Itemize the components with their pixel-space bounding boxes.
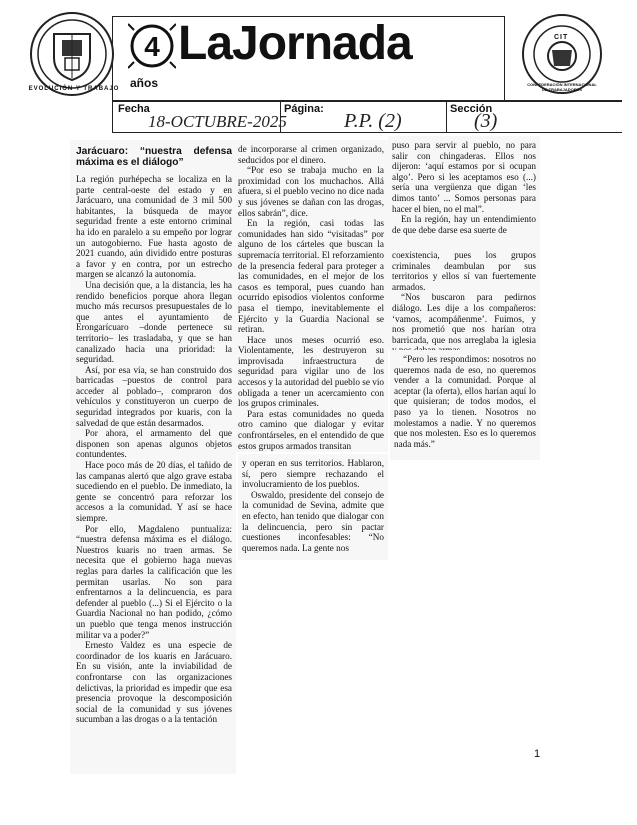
paragraph: “Por eso se trabaja mucho en la proximidad con los muchachos. Allá afuera, si el pueblo vecino no dice nada y sus jóvenes se dañan con las drogas, ellos sabrán”, dice. [238, 165, 384, 218]
anniversary-emblem-icon [128, 20, 176, 78]
header-right-rule [504, 16, 505, 100]
paragraph: y operan en sus territorios. Hablaron, sí, pero siempre rechazando el involucramiento de los pueblos. [242, 458, 384, 490]
clipping-header [0, 0, 637, 135]
paragraph: Oswaldo, presidente del consejo de la comunidad de Sevina, admite que en efecto, han tenido que dialogar con la delincuencia, pero sin pactar cuestiones inconfesables: “No queremos nada. La gente nos [242, 489, 384, 553]
header-mid-rule [112, 100, 622, 102]
article-column-2-top [238, 144, 384, 451]
union-seal-left [28, 12, 120, 96]
paragraph: En la región, hay un entendimiento de que debe darse esa suerte de [392, 214, 536, 235]
seccion-label: Sección [450, 103, 493, 115]
paragraph: coexistencia, pues los grupos criminales deambulan por sus territorios y ellos sí van fuertemente armados. [392, 250, 536, 292]
paragraph: de incorporarse al crimen organizado, seducidos por el dinero. [238, 144, 384, 165]
article-column-3-bottom [394, 354, 536, 449]
page-number: 1 [534, 748, 541, 760]
svg-text:4: 4 [144, 31, 160, 62]
paragraph: Una decisión que, a la distancia, les ha rendido beneficios porque ahora llegan mucho más recursos presupuestales de lo que antes el ayuntamiento de Erongarícuaro –donde pertenece su territorio– les trasladaba, y que se han canalizado hacia una prioridad: la seguridad. [76, 279, 232, 365]
fecha-value: 18-OCTUBRE-2025 [148, 112, 287, 131]
paragraph: Así, por esa vía, se han construido dos barricadas –puestos de control para acceder al poblado–, compraron dos vehículos y constituyeron un cuerpo de seguridad integrados por kuaris, con la salvedad de que están desarmados. [76, 364, 232, 428]
paragraph: La región purhépecha se localiza en la parte central-oeste del estado y en Jarácuaro, una comunidad de 3 mil 500 habitantes, la búsqueda de mayor seguridad frente a este entorno criminal ha ido en paralelo a su empeño por lograr un autogobierno. Fue hasta agosto de 2021 cuando, aún dividido entre posturas a favor y en contra, por un estrecho margen se alcanzó la autonomía. [76, 174, 232, 280]
newspaper-masthead: LaJornada [178, 17, 412, 70]
paragraph: Por ahora, el armamento del que disponen son apenas algunos objetos contundentes. [76, 428, 232, 460]
pagina-label: Página: [284, 103, 324, 115]
cit-emblem-icon [524, 16, 600, 92]
shield-emblem-icon [32, 14, 112, 94]
anniversary-label: años [130, 76, 159, 90]
article-column-3-top [392, 140, 536, 235]
article-column-2-bottom [242, 458, 384, 553]
paragraph: puso para servir al pueblo, no para salir con chingaderas. Ellos nos dijeron: ‘aquí estamos por si ocupan algo’. Pero si les aceptamos eso (...) sería una vergüenza que digan ‘les dimos tanto’ ... Somos personas para hacer el bien, no el mal”. [392, 140, 536, 214]
paragraph: Por ello, Magdaleno puntualiza: “nuestra defensa máxima es el diálogo. Nuestros kuaris no traen armas. Se necesita que el gobierno haga nuevas reglas para darles la calificación que les permitan usarlas. No son para enfrentarnos a la delincuencia, es para defender al pueblo (...) Si el Ejército o la Guardia Nacional no han podido, ¿cómo un pueblo que tenga menos instrucción militar va a poder?” [76, 523, 232, 640]
fecha-label: Fecha [118, 103, 150, 115]
paragraph: En la región, casi todas las comunidades han sido “visitadas” por alguno de los cárteles que buscan la supremacía territorial. El reforzamiento de la presencia federal para proteger a las comunidades, en el mejor de los casos es temporal, pues cuando han ocurrido episodios violentos conforme pasa el tiempo, inevitablemente el Ejército y la Guardia Nacional se retiran. [238, 218, 384, 335]
union-seal-right [522, 14, 602, 94]
pagina-value: P.P. (2) [344, 110, 402, 132]
left-seal-caption: EVOLUCIÓN Y TRABAJO [28, 86, 120, 92]
paragraph: “Nos buscaron para pedirnos diálogo. Les dije a los compañeros: ‘vamos, acompáñenme’. Fuimos, y nos prometió que nos harían otra barricada, que nos arreglaba la iglesia [392, 292, 536, 345]
pagina-divider [446, 100, 447, 132]
seccion-value: (3) [474, 110, 498, 132]
paragraph: “Pero les respondimos: nosotros no queremos nada de eso, no queremos vender a la comunidad. Porque al aceptar (la oferta), ellos harían aquí lo que quisieran; de todos modos, el paso ya lo tienen. Nosotros no molestamos a nadie. Y no queremos que nos molesten. Eso es lo queremos nada más.” [394, 354, 536, 449]
article-column-3-middle [392, 250, 536, 356]
paragraph: Hace unos meses ocurrió eso. Violentamente, les destruyeron su improvisada infraestructura de seguridad para vigilar uno de los accesos y la autoridad del pueblo se vio obligada a tener un acercamiento con los grupos criminales. [238, 334, 384, 409]
header-left-rule [112, 16, 113, 132]
right-seal-caption: CONFEDERACIÓN INTERNACIONAL DE TRABAJADORES [527, 82, 597, 92]
paragraph: Hace poco más de 20 días, el tañido de las campanas alertó que algo grave estaba sucediendo en el pueblo. De inmediato, la gente se concentró para reforzar los accesos a la comunidad. Y así se hace siempre. [76, 460, 232, 523]
article-title: Jarácuaro: “nuestra defensa máxima es el diálogo” [76, 146, 232, 168]
right-seal-acronym: CIT [554, 34, 569, 41]
paragraph: Para estas comunidades no queda otro camino que dialogar y evitar confrontárseles, en el entendido de que estos grupos armados transitan [238, 408, 384, 451]
article-column-1 [76, 146, 232, 725]
paragraph: Ernesto Valdez es una especie de coordinador de los kuaris en Jarácuaro. En su visión, ante la inviabilidad de confrontarse con las organizaciones delictivas, la prioridad es impedir que esa presencia provoque la descomposición social de la comunidad y sus jóvenes sucumban a las drogas o a la tentación [76, 640, 232, 725]
